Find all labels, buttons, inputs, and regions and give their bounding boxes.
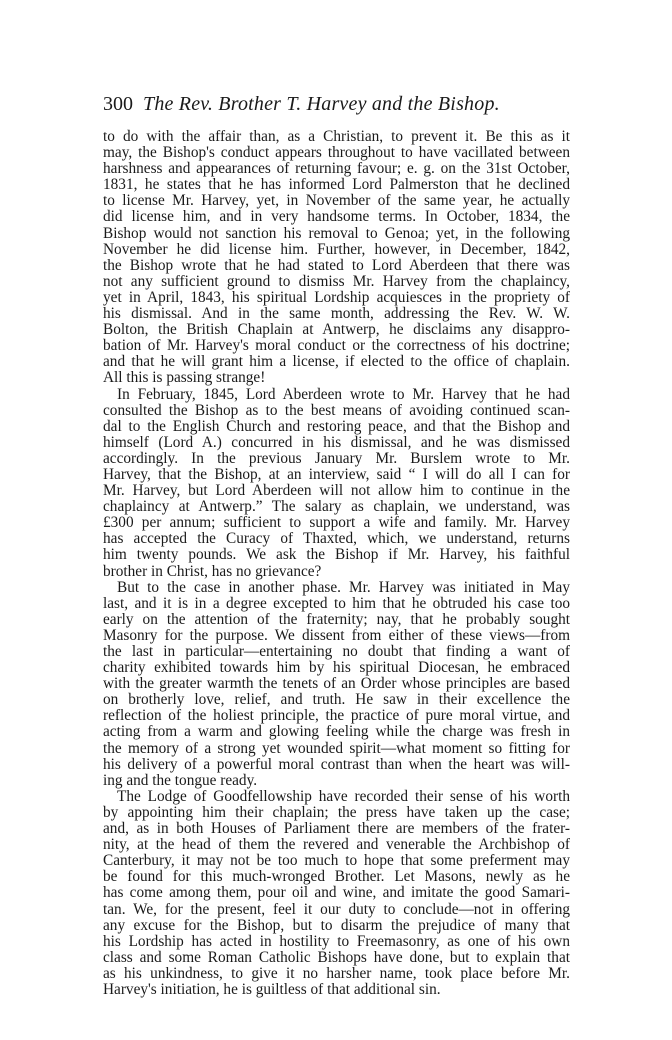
- text-line: himself (Lord A.) concurred in his dismissal, and he was dismissed: [103, 433, 570, 451]
- text-line: as his unkindness, to give it no harsher name, took place before Mr.: [103, 964, 570, 982]
- page-number: 300: [103, 93, 133, 115]
- text-line: his Lordship has acted in hostility to Freemasonry, as one of his own: [103, 932, 570, 950]
- text-line: early on the attention of the fraternity; nay, that he probably sought: [103, 610, 570, 628]
- text-line: his dismissal. And in the same month, addressing the Rev. W. W.: [103, 305, 570, 323]
- text-line: by appointing him their chaplain; the press have taken up the case;: [103, 803, 570, 821]
- text-line: harshness and appearances of returning favour; e. g. on the 31st October,: [103, 160, 570, 178]
- paragraph: [103, 129, 570, 387]
- text-line: with the greater warmth the tenets of an Order whose principles are based: [103, 675, 570, 693]
- text-line: his delivery of a powerful moral contrast than when the heart was will-: [103, 755, 570, 773]
- text-line: Masonry for the purpose. We dissent from either of these views—from: [103, 626, 570, 644]
- text-line: did license him, and in very handsome terms. In October, 1834, the: [103, 208, 570, 226]
- text-line: be found for this much-wronged Brother. Let Masons, newly as he: [103, 868, 570, 886]
- text-line: reflection of the holiest principle, the practice of pure moral virtue, and: [103, 707, 570, 725]
- text-line: may, the Bishop's conduct appears throughout to have vacillated between: [103, 144, 570, 162]
- page-header: [103, 93, 570, 123]
- text-line: Bishop would not sanction his removal to Genoa; yet, in the following: [103, 224, 570, 242]
- text-line: to do with the affair than, as a Christian, to prevent it. Be this as it: [103, 128, 570, 145]
- text-line: on brotherly love, relief, and truth. He saw in their excellence the: [103, 691, 570, 709]
- text-line: tan. We, for the present, feel it our duty to conclude—not in offering: [103, 900, 570, 918]
- text-line: nity, at the head of them the revered and venerable the Archbishop of: [103, 836, 570, 854]
- text-line: any excuse for the Bishop, but to disarm the prejudice of many that: [103, 916, 570, 934]
- text-line: has accepted the Curacy of Thaxted, which, we understand, returns: [103, 530, 570, 548]
- text-line: the last in particular—entertaining no doubt that finding a want of: [103, 643, 570, 660]
- article-body: [103, 129, 570, 998]
- text-line: acting from a warm and glowing feeling while the charge was fresh in: [103, 723, 570, 741]
- text-line: bation of Mr. Harvey's moral conduct or the correctness of his doctrine;: [103, 337, 570, 355]
- text-line: and that he will grant him a license, if elected to the office of chaplain.: [103, 353, 570, 371]
- text-line: him twenty pounds. We ask the Bishop if Mr. Harvey, his faithful: [103, 546, 570, 564]
- text-line: last, and it is in a degree excepted to him that he obtruded his case too: [103, 594, 570, 612]
- text-line: Harvey, that the Bishop, at an interview, said “ I will do all I can for: [103, 465, 570, 483]
- text-line: In February, 1845, Lord Aberdeen wrote to Mr. Harvey that he had: [117, 385, 570, 403]
- running-title: The Rev. Brother T. Harvey and the Bishop.: [143, 93, 500, 115]
- text-line: 1831, he states that he has informed Lord Palmerston that he declined: [103, 176, 570, 194]
- text-line: All this is passing strange!: [103, 369, 266, 387]
- text-line: November he did license him. Further, however, in December, 1842,: [103, 240, 570, 258]
- text-line: Harvey's initiation, he is guiltless of that additional sin.: [103, 980, 441, 998]
- text-line: chaplaincy at Antwerp.” The salary as chaplain, we understand, was: [103, 498, 570, 516]
- paragraph: [103, 580, 570, 789]
- page: [103, 93, 570, 998]
- text-line: has come among them, pour oil and wine, and imitate the good Samari-: [103, 884, 570, 902]
- text-line: consulted the Bishop as to the best means of avoiding continued scan-: [103, 401, 570, 419]
- text-line: the memory of a strong yet wounded spirit—what moment so fitting for: [103, 739, 570, 757]
- text-line: class and some Roman Catholic Bishops have done, but to explain that: [103, 948, 570, 966]
- text-line: and, as in both Houses of Parliament there are members of the frater-: [103, 820, 570, 838]
- text-line: Canterbury, it may not be too much to hope that some preferment may: [103, 852, 570, 870]
- text-line: dal to the English Church and restoring peace, and that the Bishop and: [103, 417, 570, 435]
- text-line: charity exhibited towards him by his spiritual Diocesan, he embraced: [103, 659, 570, 677]
- text-line: to license Mr. Harvey, yet, in November of the same year, he actually: [103, 192, 570, 210]
- paragraph: [103, 387, 570, 580]
- text-line: brother in Christ, has no grievance?: [103, 562, 322, 580]
- text-line: Mr. Harvey, but Lord Aberdeen will not allow him to continue in the: [103, 482, 570, 500]
- text-line: £300 per annum; sufficient to support a wife and family. Mr. Harvey: [103, 514, 570, 532]
- text-line: not any sufficient ground to dismiss Mr. Harvey from the chaplaincy,: [103, 272, 570, 290]
- text-line: Bolton, the British Chaplain at Antwerp, he disclaims any disappro-: [103, 321, 570, 339]
- paragraph: [103, 789, 570, 998]
- text-line: ing and the tongue ready.: [103, 771, 258, 789]
- text-line: accordingly. In the previous January Mr. Burslem wrote to Mr.: [103, 449, 570, 467]
- text-line: the Bishop wrote that he had stated to Lord Aberdeen that there was: [103, 256, 570, 274]
- text-line: But to the case in another phase. Mr. Harvey was initiated in May: [117, 578, 570, 596]
- text-line: The Lodge of Goodfellowship have recorded their sense of his worth: [117, 787, 570, 805]
- text-line: yet in April, 1843, his spiritual Lordship acquiesces in the propriety of: [103, 288, 570, 306]
